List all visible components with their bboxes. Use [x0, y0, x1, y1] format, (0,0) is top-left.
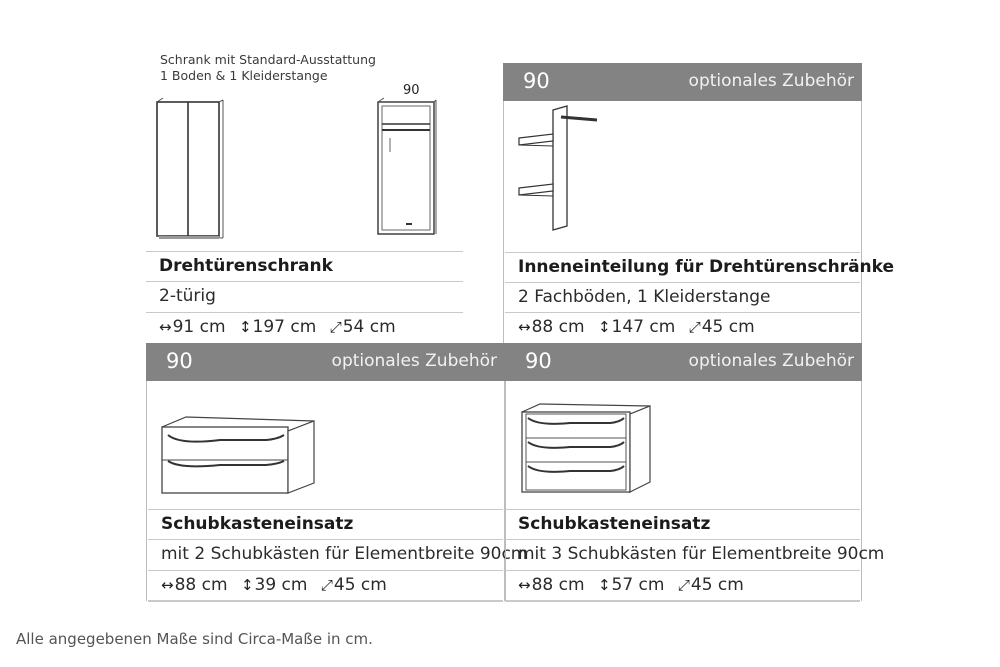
- interior-subtitle: 2 Fachböden, 1 Kleiderstange: [518, 287, 771, 307]
- wardrobe-subtitle: 2-türig: [159, 286, 216, 306]
- drawer3-title: Schubkasteneinsatz: [518, 514, 711, 534]
- drawer2-width: 88 cm: [174, 575, 228, 595]
- wardrobe-depth: 54 cm: [342, 317, 396, 337]
- drawer2-bottom-rule: [148, 600, 503, 602]
- drawer2-title: Schubkasteneinsatz: [161, 514, 354, 534]
- height-arrow-icon: ↕: [240, 576, 254, 594]
- drawer3-number: 90: [525, 349, 552, 373]
- drawer2-subtitle-row: [148, 539, 528, 570]
- interior-title: Inneneinteilung für Drehtürenschränke: [518, 257, 895, 277]
- footer-note: Alle angegebenen Maße sind Circa-Maße in cm.: [16, 630, 373, 648]
- drawer2-number: 90: [166, 349, 193, 373]
- interior-dims-row: [505, 312, 860, 343]
- width-arrow-icon: ↔: [518, 318, 531, 336]
- drawer3-bottom-rule: [505, 600, 860, 602]
- drawer2-illustration: [160, 415, 320, 497]
- interior-subtitle-row: [505, 282, 860, 313]
- width-arrow-icon: ↔: [161, 576, 174, 594]
- wardrobe-subtitle-row: [146, 281, 463, 312]
- drawer3-illustration: [520, 402, 655, 494]
- wardrobe-dims-row: [146, 312, 463, 343]
- interior-fitting-illustration: [515, 106, 610, 236]
- drawer3-width: 88 cm: [531, 575, 585, 595]
- drawer3-subtitle: mit 3 Schubkästen für Elementbreite 90cm: [518, 544, 885, 564]
- depth-arrow-icon: ⤢: [320, 576, 333, 594]
- drawer3-subtitle-row: [505, 539, 885, 570]
- wardrobe-closed-illustration: [155, 98, 225, 243]
- drawer3-header: [505, 343, 862, 381]
- drawer2-depth: 45 cm: [333, 575, 387, 595]
- drawer3-badge: optionales Zubehör: [688, 351, 854, 371]
- interior-badge: optionales Zubehör: [688, 71, 854, 91]
- height-arrow-icon: ↕: [597, 318, 611, 336]
- depth-arrow-icon: ⤢: [677, 576, 690, 594]
- width-label: 90: [403, 83, 420, 98]
- intro-text: [160, 52, 376, 84]
- intro-line-1: Schrank mit Standard-Ausstattung: [160, 52, 376, 67]
- interior-number: 90: [523, 69, 550, 93]
- drawer2-header: [146, 343, 505, 381]
- interior-width: 88 cm: [531, 317, 585, 337]
- wardrobe-title: Drehtürenschrank: [159, 256, 333, 276]
- interior-title-row: [505, 252, 895, 283]
- depth-arrow-icon: ⤢: [688, 318, 701, 336]
- height-arrow-icon: ↕: [597, 576, 611, 594]
- height-arrow-icon: ↕: [238, 318, 252, 336]
- wardrobe-open-illustration: [376, 100, 438, 238]
- interior-header: [503, 63, 862, 101]
- drawer3-depth: 45 cm: [690, 575, 744, 595]
- wardrobe-title-row: [146, 251, 463, 282]
- drawer3-dims-row: [505, 570, 860, 601]
- drawer2-badge: optionales Zubehör: [331, 351, 497, 371]
- intro-line-2: 1 Boden & 1 Kleiderstange: [160, 68, 328, 83]
- drawer2-dims-row: [148, 570, 503, 601]
- width-arrow-icon: ↔: [159, 318, 172, 336]
- interior-depth: 45 cm: [701, 317, 755, 337]
- wardrobe-width: 91 cm: [172, 317, 226, 337]
- depth-arrow-icon: ⤢: [329, 318, 342, 336]
- width-arrow-icon: ↔: [518, 576, 531, 594]
- drawer2-height: 39 cm: [254, 575, 308, 595]
- interior-height: 147 cm: [611, 317, 676, 337]
- drawer2-title-row: [148, 509, 503, 540]
- wardrobe-height: 197 cm: [252, 317, 317, 337]
- drawer2-subtitle: mit 2 Schubkästen für Elementbreite 90cm: [161, 544, 528, 564]
- drawer3-title-row: [505, 509, 860, 540]
- drawer3-height: 57 cm: [611, 575, 665, 595]
